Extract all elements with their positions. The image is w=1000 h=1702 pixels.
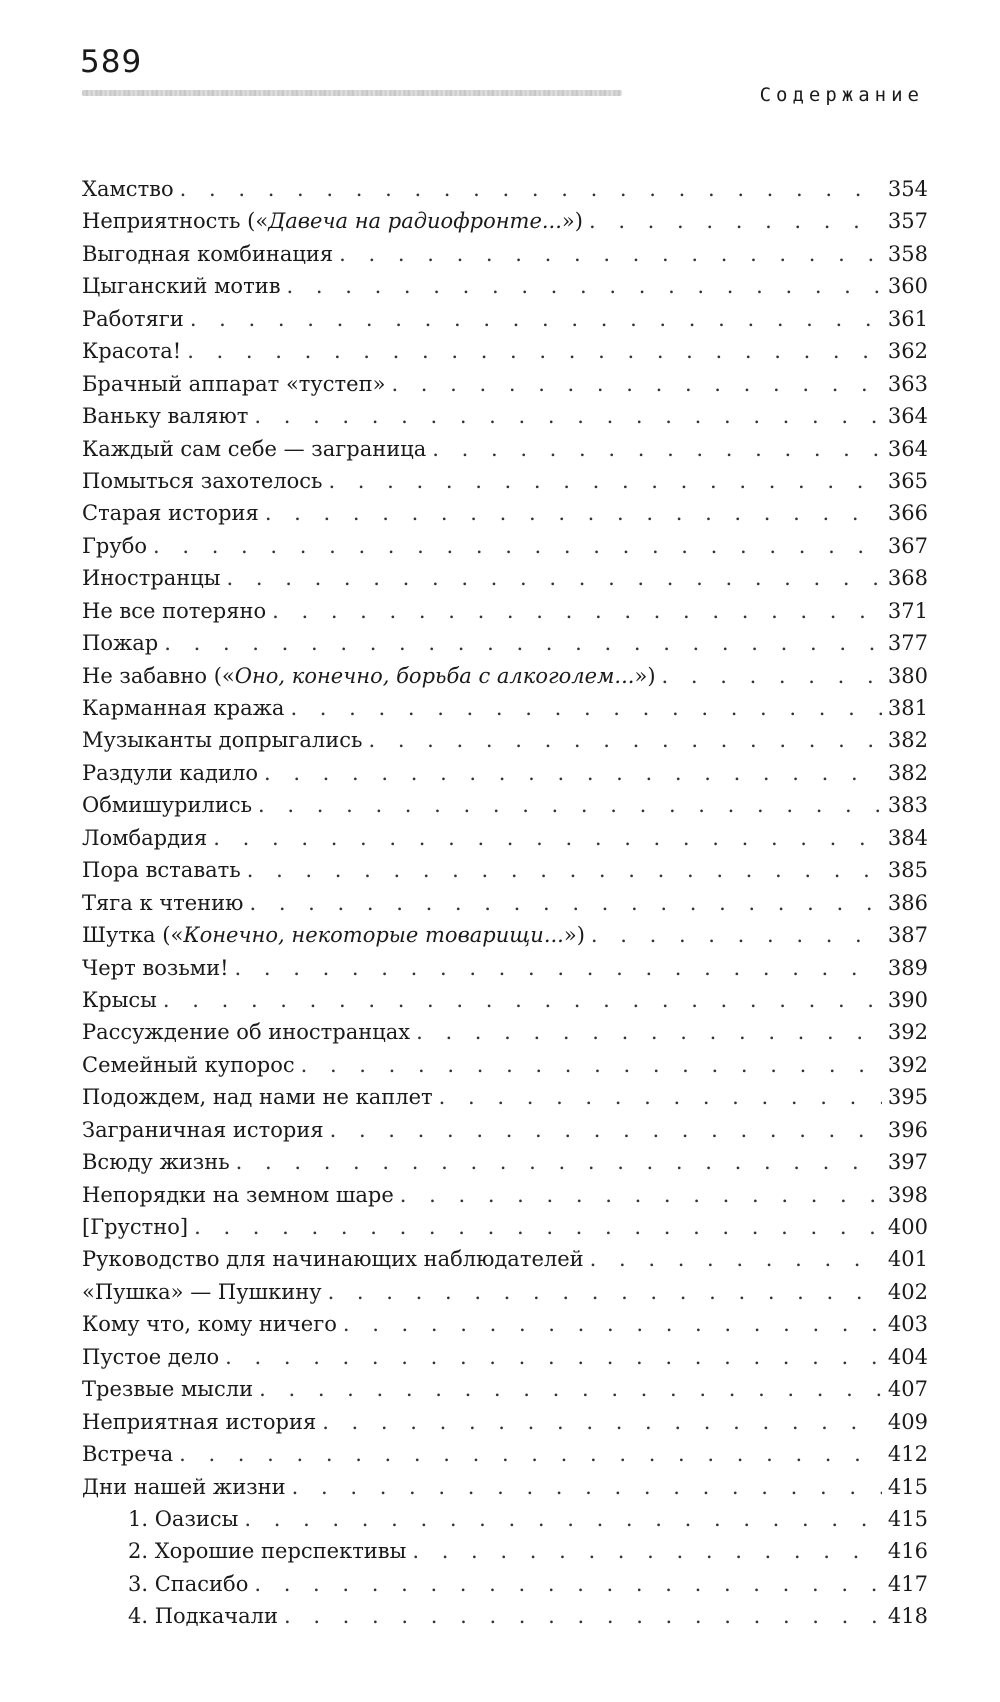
toc-entry	[82, 1308, 928, 1340]
toc-entry-title: «Пушка» — Пушкину	[82, 1279, 322, 1304]
toc-entry-page: 366	[887, 501, 928, 526]
toc-entry-page: 377	[887, 631, 928, 656]
dot-leader	[330, 1114, 882, 1146]
toc-entry-title: Подождем, над нами не каплет	[82, 1085, 433, 1110]
dot-leader	[259, 1373, 882, 1405]
toc-entry	[82, 692, 928, 724]
toc-entry-title: Грубо	[82, 533, 147, 558]
dot-leader	[301, 1049, 882, 1081]
toc-subentry	[82, 1600, 928, 1632]
toc-entry-page: 387	[887, 923, 928, 948]
toc-entry-title: Работяги	[82, 306, 184, 331]
toc-entry-title: Выгодная комбинация	[82, 241, 334, 266]
toc-entry-page: 392	[887, 1020, 928, 1045]
dot-leader	[254, 400, 882, 432]
toc-entry-page: 415	[887, 1474, 928, 1499]
dot-leader	[225, 1341, 882, 1373]
toc-entry	[82, 627, 928, 659]
dot-leader	[328, 1276, 882, 1308]
toc-entry-title: Не все потеряно	[82, 598, 267, 623]
dot-leader	[662, 660, 882, 692]
toc-entry	[82, 757, 928, 789]
toc-entry-page: 364	[887, 404, 928, 429]
dot-leader	[292, 1471, 882, 1503]
toc-entry-title: Не забавно («Оно, конечно, борьба с алкоголем...»)	[82, 663, 656, 688]
dot-leader	[328, 465, 881, 497]
toc-entry-page: 358	[887, 241, 928, 266]
toc-entry	[82, 984, 928, 1016]
toc-entry	[82, 1114, 928, 1146]
toc-entry-page: 415	[887, 1506, 928, 1531]
dot-leader	[589, 205, 882, 237]
toc-entry-page: 367	[887, 533, 928, 558]
toc-entry-title: Пустое дело	[82, 1344, 220, 1369]
toc-entry-page: 389	[887, 955, 928, 980]
toc-entry-page: 381	[887, 696, 928, 720]
toc-entry-page: 354	[887, 177, 928, 201]
toc-entry-page: 360	[887, 274, 928, 299]
toc-entry-title: Всюду жизнь	[82, 1150, 230, 1175]
toc-entry-page: 383	[887, 793, 928, 818]
dot-leader	[235, 952, 882, 984]
toc-entry	[82, 335, 928, 367]
toc-entry-title: Хамство	[82, 177, 174, 201]
toc-entry-title: Старая история	[82, 501, 259, 526]
toc-entry-title: Встреча	[82, 1442, 174, 1467]
toc-entry-page: 404	[887, 1344, 928, 1369]
toc-entry	[82, 1406, 928, 1438]
toc-entry	[82, 530, 928, 562]
toc-entry-title: Каждый сам себе — заграница	[82, 436, 427, 461]
toc-entry-page: 397	[887, 1150, 928, 1175]
toc-entry-page: 382	[887, 760, 928, 785]
dot-leader	[180, 173, 882, 205]
toc-entry-title: Кому что, кому ничего	[82, 1312, 337, 1337]
toc-entry	[82, 303, 928, 335]
toc-entry	[82, 1373, 928, 1405]
toc-entry	[82, 400, 928, 432]
toc-entry	[82, 854, 928, 886]
toc-entry-title: Трезвые мысли	[82, 1377, 254, 1402]
toc-entry-title: Рассуждение об иностранцах	[82, 1020, 411, 1045]
toc-entry-title: Руководство для начинающих наблюдателей	[82, 1247, 584, 1272]
toc-entry	[82, 1243, 928, 1275]
toc-entry	[82, 919, 928, 951]
toc-subentry	[82, 1568, 928, 1600]
toc-entry	[82, 1179, 928, 1211]
toc-entry-page: 362	[887, 339, 928, 364]
quoted-incipit: Оно, конечно, борьба с алкоголем...	[234, 663, 635, 688]
dot-leader	[264, 757, 882, 789]
dot-leader	[322, 1406, 882, 1438]
toc-entry-title: Обмишурились	[82, 793, 253, 818]
dot-leader	[190, 303, 882, 335]
dot-leader	[368, 724, 881, 756]
toc-entry-title: Пора вставать	[82, 858, 241, 883]
toc-entry	[82, 887, 928, 919]
toc-entry	[82, 1146, 928, 1178]
toc-entry	[82, 1341, 928, 1373]
toc-entry-title: Неприятность («Давеча на радиофронте...»)	[82, 209, 583, 234]
toc-entry-page: 407	[887, 1377, 928, 1402]
toc-entry-page: 392	[887, 1052, 928, 1077]
dot-leader	[590, 1243, 882, 1275]
toc-entry	[82, 497, 928, 529]
toc-entry-page: 357	[887, 209, 928, 234]
toc-entry	[82, 270, 928, 302]
dot-leader	[187, 335, 882, 367]
dot-leader	[265, 497, 882, 529]
toc-entry	[82, 724, 928, 756]
dot-leader	[163, 984, 882, 1016]
dot-leader	[179, 1438, 882, 1470]
toc-entry	[82, 173, 928, 205]
toc-entry	[82, 465, 928, 497]
toc-entry	[82, 822, 928, 854]
toc-entry-page: 417	[887, 1571, 928, 1596]
dot-leader	[272, 595, 882, 627]
toc-entry-page: 412	[887, 1442, 928, 1467]
header-rule	[82, 90, 622, 96]
toc-entry-title: Цыганский мотив	[82, 274, 281, 299]
dot-leader	[343, 1308, 882, 1340]
toc-entry	[82, 595, 928, 627]
toc-entry-title: Крысы	[82, 987, 157, 1012]
toc-entry-title: Ломбардия	[82, 825, 208, 850]
toc-entry-title: Шутка («Конечно, некоторые товарищи...»)	[82, 923, 585, 948]
toc-entry-title: Черт возьми!	[82, 955, 229, 980]
quoted-incipit: Конечно, некоторые товарищи...	[183, 923, 564, 948]
table-of-contents	[82, 173, 928, 1633]
dot-leader	[258, 789, 882, 821]
toc-entry	[82, 1049, 928, 1081]
toc-subentry	[82, 1503, 928, 1535]
dot-leader	[236, 1146, 882, 1178]
toc-entry	[82, 789, 928, 821]
toc-entry	[82, 660, 928, 692]
toc-entry-page: 368	[887, 566, 928, 591]
toc-entry	[82, 1211, 928, 1243]
toc-entry-page: 386	[887, 890, 928, 915]
dot-leader	[339, 238, 882, 270]
toc-entry-page: 395	[887, 1085, 928, 1110]
toc-entry-page: 380	[887, 663, 928, 688]
toc-entry	[82, 433, 928, 465]
dot-leader	[432, 433, 882, 465]
toc-entry-title: Красота!	[82, 339, 182, 364]
dot-leader	[591, 919, 882, 951]
toc-entry-page: 403	[887, 1312, 928, 1337]
toc-entry-title: Заграничная история	[82, 1117, 324, 1142]
dot-leader	[391, 368, 881, 400]
toc-entry-title: Неприятная история	[82, 1409, 317, 1434]
toc-entry-page: 396	[887, 1117, 928, 1142]
dot-leader	[249, 887, 881, 919]
toc-entry	[82, 1081, 928, 1113]
toc-entry-title: Семейный купорос	[82, 1052, 295, 1077]
toc-entry	[82, 1016, 928, 1048]
toc-entry-title: Тяга к чтению	[82, 890, 244, 915]
toc-entry-title: Карманная кража	[82, 696, 285, 720]
dot-leader	[164, 627, 882, 659]
toc-entry-page: 402	[887, 1279, 928, 1304]
dot-leader	[412, 1535, 882, 1567]
running-title: Содержание	[759, 84, 924, 106]
toc-entry-title: [Грустно]	[82, 1215, 189, 1239]
toc-entry	[82, 368, 928, 400]
dot-leader	[194, 1211, 882, 1243]
dot-leader	[153, 530, 882, 562]
toc-entry-title: Дни нашей жизни	[82, 1474, 286, 1499]
dot-leader	[416, 1016, 882, 1048]
toc-entry-title: 1. Оазисы	[128, 1506, 239, 1531]
page-number: 589	[80, 44, 143, 80]
toc-subentry	[82, 1535, 928, 1567]
toc-entry-title: Непорядки на земном шаре	[82, 1182, 394, 1207]
toc-entry-title: Помыться захотелось	[82, 468, 323, 493]
toc-entry-title: Иностранцы	[82, 566, 221, 591]
dot-leader	[284, 1600, 882, 1632]
dot-leader	[439, 1081, 882, 1113]
toc-entry	[82, 1276, 928, 1308]
toc-entry-page: 371	[887, 598, 928, 623]
toc-entry-title: 4. Подкачали	[128, 1604, 278, 1629]
toc-entry-title: Музыканты допрыгались	[82, 728, 363, 753]
toc-entry-title: 3. Спасибо	[128, 1571, 249, 1596]
toc-entry-title: Брачный аппарат «тустеп»	[82, 371, 386, 396]
toc-entry-page: 364	[887, 436, 928, 461]
toc-entry	[82, 1438, 928, 1470]
toc-entry	[82, 238, 928, 270]
toc-entry-page: 384	[887, 825, 928, 850]
toc-entry-page: 365	[887, 468, 928, 493]
dot-leader	[213, 822, 882, 854]
dot-leader	[400, 1179, 882, 1211]
toc-entry-page: 390	[887, 987, 928, 1012]
toc-entry-page: 416	[887, 1539, 928, 1564]
toc-entry-title: Раздули кадило	[82, 760, 258, 785]
dot-leader	[287, 270, 882, 302]
dot-leader	[227, 562, 882, 594]
dot-leader	[290, 692, 881, 724]
toc-entry-page: 418	[887, 1604, 928, 1629]
toc-entry-page: 382	[887, 728, 928, 753]
toc-entry-title: Пожар	[82, 631, 159, 656]
toc-entry-title: 2. Хорошие перспективы	[128, 1539, 407, 1564]
toc-entry	[82, 952, 928, 984]
toc-entry-page: 385	[887, 858, 928, 883]
toc-entry-page: 398	[887, 1182, 928, 1207]
toc-entry	[82, 1471, 928, 1503]
toc-entry-title: Ваньку валяют	[82, 404, 249, 429]
dot-leader	[247, 854, 882, 886]
quoted-incipit: Давеча на радиофронте...	[268, 209, 562, 234]
toc-entry-page: 401	[887, 1247, 928, 1272]
toc-entry	[82, 205, 928, 237]
dot-leader	[254, 1568, 882, 1600]
toc-entry-page: 400	[887, 1215, 928, 1239]
dot-leader	[244, 1503, 882, 1535]
toc-entry-page: 363	[887, 371, 928, 396]
toc-entry-page: 361	[887, 306, 928, 331]
toc-entry	[82, 562, 928, 594]
toc-entry-page: 409	[887, 1409, 928, 1434]
